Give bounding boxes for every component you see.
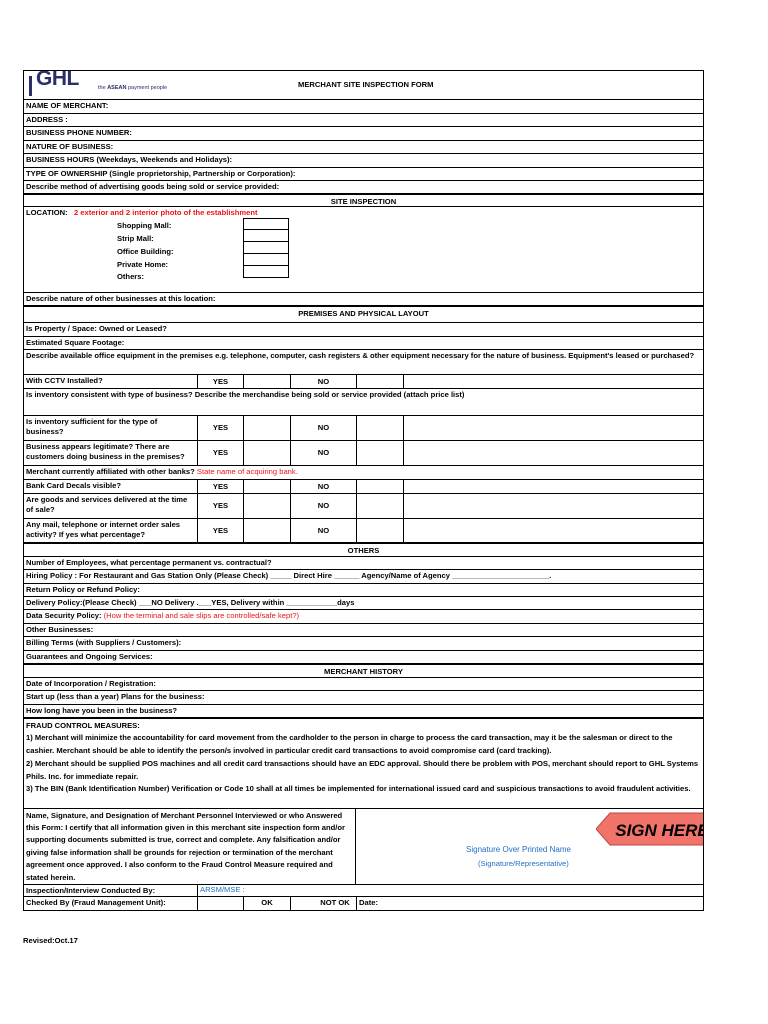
ghl-logo: GHL <box>26 73 94 97</box>
goods-delivered-row <box>24 494 703 519</box>
goods-delivered-no-label: NO <box>290 494 356 518</box>
private-home-checkbox[interactable] <box>243 254 289 266</box>
premises-heading: PREMISES AND PHYSICAL LAYOUT <box>24 307 703 323</box>
data-security-note: (How the terminal and sale slips are controlled/safe kept?) <box>103 611 300 620</box>
fraud-measure-1: 1) Merchant will minimize the accountability for card movement from the cardholder to the person in charge to process the card transaction, may it be the salesman or direct to the cashier. Merchant should be able to identify the person/s involved in particular credit card transactions to avoid compromise card (card tracking). <box>26 733 673 756</box>
cctv-remarks[interactable] <box>403 375 703 388</box>
office-building-checkbox[interactable] <box>243 242 289 254</box>
return-policy-field[interactable]: Return Policy or Refund Policy: <box>24 584 703 597</box>
signature-role-label: (Signature/Representative) <box>478 858 569 868</box>
bank-decals-yes-label: YES <box>197 480 243 493</box>
form-header <box>24 71 703 100</box>
shopping-mall-checkbox[interactable] <box>243 218 289 230</box>
bank-decals-no-checkbox[interactable] <box>356 480 403 493</box>
others-heading: OTHERS <box>24 544 703 557</box>
cctv-no-label: NO <box>290 375 356 388</box>
business-legit-no-checkbox[interactable] <box>356 441 403 465</box>
location-label: LOCATION: <box>26 208 68 217</box>
others-checkbox[interactable] <box>243 266 289 278</box>
conducted-by-row <box>24 885 703 897</box>
mail-order-no-label: NO <box>290 519 356 542</box>
strip-mall-label: Strip Mall: <box>117 234 154 243</box>
logo-tagline: the ASEAN payment people <box>98 85 168 91</box>
property-owned-field[interactable]: Is Property / Space: Owned or Leased? <box>24 323 703 337</box>
business-legit-yes-label: YES <box>197 441 243 465</box>
ownership-type-field[interactable]: TYPE OF OWNERSHIP (Single proprietorship, Partnership or Corporation): <box>24 168 703 182</box>
inventory-sufficient-no-checkbox[interactable] <box>356 416 403 440</box>
business-phone-field[interactable]: BUSINESS PHONE NUMBER: <box>24 127 703 141</box>
business-legit-yes-checkbox[interactable] <box>243 441 290 465</box>
others-label: Others: <box>117 272 145 281</box>
business-legit-no-label: NO <box>290 441 356 465</box>
bank-decals-no-label: NO <box>290 480 356 493</box>
nature-of-business-field[interactable]: NATURE OF BUSINESS: <box>24 141 703 155</box>
square-footage-field[interactable]: Estimated Square Footage: <box>24 337 703 350</box>
bank-decals-question: Bank Card Decals visible? <box>26 481 121 490</box>
cctv-yes-label: YES <box>197 375 243 388</box>
business-legit-row <box>24 441 703 466</box>
mail-order-yes-checkbox[interactable] <box>243 519 290 542</box>
inventory-sufficient-yes-checkbox[interactable] <box>243 416 290 440</box>
incorporation-date-field[interactable]: Date of Incorporation / Registration: <box>24 678 703 692</box>
office-building-label: Office Building: <box>117 247 174 256</box>
checked-by-row <box>24 897 703 910</box>
cctv-row <box>24 375 703 389</box>
employees-field[interactable]: Number of Employees, what percentage permanent vs. contractual? <box>24 557 703 570</box>
goods-delivered-question: Are goods and services delivered at the time of sale? <box>26 495 188 514</box>
bank-decals-row <box>24 480 703 494</box>
inventory-sufficient-row <box>24 416 703 441</box>
inventory-sufficient-yes-label: YES <box>197 416 243 440</box>
business-legit-remarks[interactable] <box>403 441 703 465</box>
business-legit-question: Business appears legitimate? There are customers doing business in the premises? <box>26 442 185 461</box>
merchant-history-heading: MERCHANT HISTORY <box>24 665 703 678</box>
fraud-measure-3: 3) The BIN (Bank Identification Number) Verification or Code 10 shall at all times be implemented for international issued card and suspicious transactions to avoid fraudulent activities. <box>26 784 691 794</box>
certification-text: Name, Signature, and Designation of Merchant Personnel Interviewed or who Answered this Form: I certify that all information given in this merchant site inspection form and/or supporting documents submitted is true, correct and complete. Any falsification and/or giving false information shall be grounds for rejection or termination of the merchant agreement once approved. I also conform to the Fraud Control Measure required and stated herein. <box>24 809 356 884</box>
cctv-no-checkbox[interactable] <box>356 375 403 388</box>
advertising-method-field[interactable]: Describe method of advertising goods being sold or service provided: <box>24 181 703 195</box>
cctv-question: With CCTV Installed? <box>26 376 103 385</box>
inventory-consistent-field[interactable]: Is inventory consistent with type of business? Describe the merchandise being sold or service provided (attach price list) <box>24 389 703 416</box>
fraud-control-heading: FRAUD CONTROL MEASURES: <box>26 720 140 730</box>
mail-order-no-checkbox[interactable] <box>356 519 403 542</box>
billing-terms-field[interactable]: Billing Terms (with Suppliers / Customers): <box>24 637 703 651</box>
other-businesses-field[interactable]: Other Businesses: <box>24 624 703 638</box>
merchant-name-field[interactable]: NAME OF MERCHANT: <box>24 100 703 114</box>
hiring-policy-field[interactable]: Hiring Policy : For Restaurant and Gas Station Only (Please Check) _____ Direct Hire ______ Agency/Name of Agency _______________________. <box>24 570 703 584</box>
startup-plans-field[interactable]: Start up (less than a year) Plans for the business: <box>24 691 703 705</box>
affiliated-banks-question: Merchant currently affiliated with other banks? <box>26 467 195 476</box>
signature-block <box>24 809 709 885</box>
fraud-measure-2: 2) Merchant should be supplied POS machines and all credit card transactions should have an EDC approval. Should there be problem with POS, merchant should report to GHL Systems Phils. Inc. for immediate repair. <box>26 758 699 781</box>
mail-order-yes-label: YES <box>197 519 243 542</box>
years-in-business-field[interactable]: How long have you been in the business? <box>24 705 703 719</box>
bank-decals-remarks[interactable] <box>403 480 703 493</box>
shopping-mall-label: Shopping Mall: <box>117 221 172 230</box>
checked-by-label: Checked By (Fraud Management Unit): <box>26 897 166 907</box>
sign-here-arrow-icon <box>596 812 709 846</box>
office-equipment-field[interactable]: Describe available office equipment in the premises e.g. telephone, computer, cash registers & other equipment necessary for the nature of business. Equipment's leased or purchased? <box>24 350 703 375</box>
strip-mall-checkbox[interactable] <box>243 230 289 242</box>
revised-date: Revised:Oct.17 <box>23 936 78 945</box>
inventory-sufficient-remarks[interactable] <box>403 416 703 440</box>
arsm-field[interactable]: ARSM/MSE : <box>197 885 703 896</box>
checked-date-field[interactable]: Date: <box>356 897 703 910</box>
form-title: MERCHANT SITE INSPECTION FORM <box>298 80 434 89</box>
mail-order-question: Any mail, telephone or internet order sales activity? If yes what percentage? <box>26 520 181 539</box>
inventory-sufficient-question: Is inventory sufficient for the type of business? <box>26 417 158 436</box>
location-note: 2 exterior and 2 interior photo of the establishment <box>73 208 258 217</box>
checked-ok-label: OK <box>243 897 290 910</box>
affiliated-banks-field[interactable] <box>24 466 703 480</box>
mail-order-row <box>24 519 703 544</box>
signature-name-label: Signature Over Printed Name <box>466 844 571 854</box>
cctv-yes-checkbox[interactable] <box>243 375 290 388</box>
mail-order-remarks[interactable] <box>403 519 703 542</box>
data-security-label: Data Security Policy: <box>26 611 104 620</box>
delivery-policy-field[interactable]: Delivery Policy:(Please Check) ___NO Delivery .___YES, Delivery within ____________days <box>24 597 703 611</box>
checked-not-ok-label: NOT OK <box>320 898 350 908</box>
other-businesses-location-field[interactable]: Describe nature of other businesses at this location: <box>24 293 703 307</box>
bank-decals-yes-checkbox[interactable] <box>243 480 290 493</box>
sign-here-label: SIGN HERE <box>615 820 709 840</box>
data-security-field[interactable] <box>24 610 703 624</box>
inventory-sufficient-no-label: NO <box>290 416 356 440</box>
private-home-label: Private Home: <box>117 260 169 269</box>
checked-by-blank[interactable] <box>197 897 243 910</box>
goods-delivered-yes-checkbox[interactable] <box>243 494 290 518</box>
site-inspection-heading: SITE INSPECTION <box>24 195 703 207</box>
goods-delivered-no-checkbox[interactable] <box>356 494 403 518</box>
fraud-control-block <box>24 719 703 809</box>
business-hours-field[interactable]: BUSINESS HOURS (Weekdays, Weekends and Holidays): <box>24 154 703 168</box>
inspection-form <box>23 70 709 911</box>
conducted-by-label: Inspection/Interview Conducted By: <box>26 885 156 895</box>
address-field[interactable]: ADDRESS : <box>24 114 703 128</box>
location-block <box>24 207 703 293</box>
goods-delivered-yes-label: YES <box>197 494 243 518</box>
affiliated-banks-note: State name of acquiring bank. <box>196 467 298 476</box>
goods-delivered-remarks[interactable] <box>403 494 703 518</box>
guarantees-field[interactable]: Guarantees and Ongoing Services: <box>24 651 703 665</box>
